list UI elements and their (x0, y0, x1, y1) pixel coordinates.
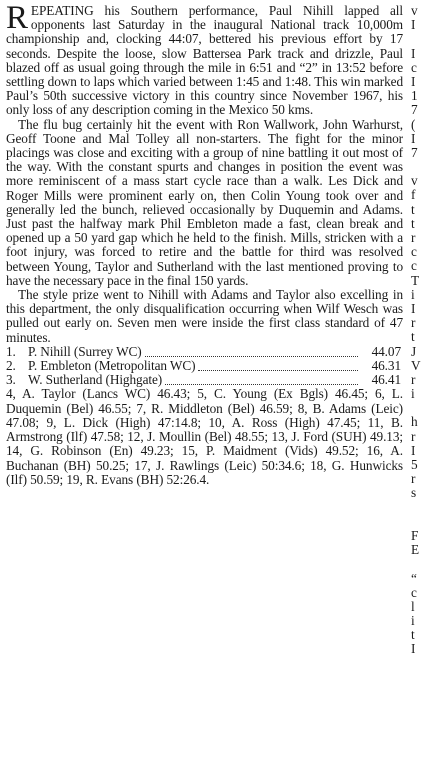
result-name: P. Embleton (Metropolitan WC) (28, 358, 196, 374)
results-remaining: 4, A. Taylor (Lancs WC) 46.43; 5, C. Young (Ex Bgls) 46.45; 6, L. Duquemin (Bel) 46.55; 7, R. Middleton (Bel) 46.59; 8, B. Adams (Leic) 47.08; 9, L. Dick (High) 47:14.8; 10, A. Ross (High) 47.45; 11, B. Armstrong (Ilf) 47.58; 12, J. Moullin (Bel) 48.55; 13, J. Ford (SUH) 49.13; 14, G. Robinson (En) 49.23; 15, P. Maidment (Vids) 49.52; 16, A. Buchanan (BH) 50.25; 17, J. Rawlings (Leic) 50:34.6; 18, G. Hunwicks (Ilf) 50.59; 19, R. Evans (BH) 52:26.4. (6, 386, 403, 487)
adjacent-column-line: I (411, 300, 416, 316)
adjacent-column-line: J (411, 343, 417, 359)
adjacent-column-line: i (411, 286, 415, 302)
adjacent-column-line: r (411, 371, 416, 387)
result-time: 44.07 (371, 343, 401, 359)
result-row (6, 345, 403, 359)
article-paragraph-1 (6, 0, 403, 118)
adjacent-column-line: r (411, 315, 416, 331)
adjacent-column-line (411, 160, 431, 174)
adjacent-column-line (411, 401, 431, 415)
drop-cap: R (6, 0, 28, 36)
adjacent-column-line: r (411, 428, 416, 444)
result-position: 1. (6, 343, 16, 359)
adjacent-column-line: r (411, 471, 416, 487)
adjacent-column-line: t (411, 201, 415, 217)
adjacent-column-line: r (411, 230, 416, 245)
adjacent-column-line: i (411, 613, 415, 629)
adjacent-column-line: c (411, 59, 417, 75)
leader-dots (165, 375, 358, 385)
result-name: W. Sutherland (Highgate) (28, 372, 163, 388)
article-column (6, 0, 403, 487)
adjacent-column-line: 5 (411, 457, 418, 472)
adjacent-column-fragment (411, 4, 431, 657)
adjacent-column-line: I (411, 130, 416, 146)
adjacent-column-line: v (411, 173, 418, 189)
adjacent-column-line: c (411, 244, 417, 260)
adjacent-column-line: F (411, 527, 419, 543)
adjacent-column-line: h (411, 414, 418, 430)
adjacent-column-line: c (411, 258, 417, 274)
adjacent-column-line: s (411, 485, 417, 501)
result-time: 46.41 (371, 372, 401, 388)
adjacent-column-line: I (411, 73, 416, 89)
adjacent-column-line: 7 (411, 144, 418, 160)
article-paragraph-2: The flu bug certainly hit the event with Ron Wallwork, John Warhurst, Geoff Toone and Mal Tolley all non-starters. The fight for the minor placings was close and exciting with a group of nine battling it out most of the way. With the constant spurts and changes in position the event was more reminiscent of a mass start cycle race than a walk. Les Dick and Roger Mills were prominent early on, then Colin Young took over and generally led the bunch, relieved occasionally by Duquemin and Adams. Just past the halfway mark Phil Embleton made a fast, clean break and opened up a 50 yard gap which he held to the finish. Mills, stricken with a foot injury, was forced to retire and the battle for third was resolved between Young, Taylor and Sutherland with the last mentioned proving to have the necessary pace in the final 150 yards. (6, 116, 403, 288)
adjacent-column-line: t (411, 627, 415, 643)
adjacent-column-line: l (411, 598, 415, 614)
adjacent-column-line: I (411, 442, 416, 458)
adjacent-column-line: I (411, 17, 416, 33)
result-time: 46.31 (371, 358, 401, 374)
leader-dots (145, 347, 358, 357)
adjacent-column-line: 1 (411, 88, 418, 104)
article-paragraph-1-text: EPEATING his Southern performance, Paul Nihill lapped all opponents last Saturday in the inaugural National track 10,000m championship and, clocking 44:07, bettered his previous effort by 17 seconds. Despite the loose, slow Battersea Park track and drizzle, Paul blazed off as usual going through the mile in 6:51 and “2” in 13:52 before settling down to laps which varied between 1:45 and 1:48. This win marked Paul’s 50th successive victory in this country since November 1967, his only loss of any description coming in the Mexico 50 kms. (6, 3, 403, 118)
adjacent-column-line: I (411, 641, 416, 657)
adjacent-column-line: c (411, 584, 417, 600)
result-position: 3. (6, 372, 16, 388)
adjacent-column-line: V (411, 357, 421, 373)
adjacent-column-line (411, 32, 431, 46)
leader-dots (198, 361, 358, 371)
adjacent-column-line: T (411, 272, 420, 288)
adjacent-column-line: t (411, 215, 415, 231)
article-paragraph-3: The style prize went to Nihill with Adams and Taylor also excelling in this department, the only disqualification occurring when Wilf Wesch was pulled out early on. Seven men were inside the first class standard of 47 minutes. (6, 287, 403, 345)
adjacent-column-line: ( (411, 116, 416, 132)
adjacent-column-line: i (411, 386, 415, 402)
adjacent-column-line (411, 557, 431, 571)
adjacent-column-line: I (411, 45, 416, 61)
adjacent-column-line: E (411, 542, 420, 558)
result-position: 2. (6, 358, 16, 374)
adjacent-column-line: f (411, 187, 416, 203)
adjacent-column-line (411, 515, 431, 529)
result-row (6, 373, 403, 387)
adjacent-column-line: “ (411, 570, 417, 586)
results-top-three (6, 345, 403, 388)
adjacent-column-line (411, 501, 431, 515)
adjacent-column-line: t (411, 329, 415, 345)
result-name: P. Nihill (Surrey WC) (28, 343, 142, 359)
adjacent-column-line: v (411, 4, 418, 18)
adjacent-column-line: 7 (411, 102, 418, 118)
result-row (6, 359, 403, 373)
